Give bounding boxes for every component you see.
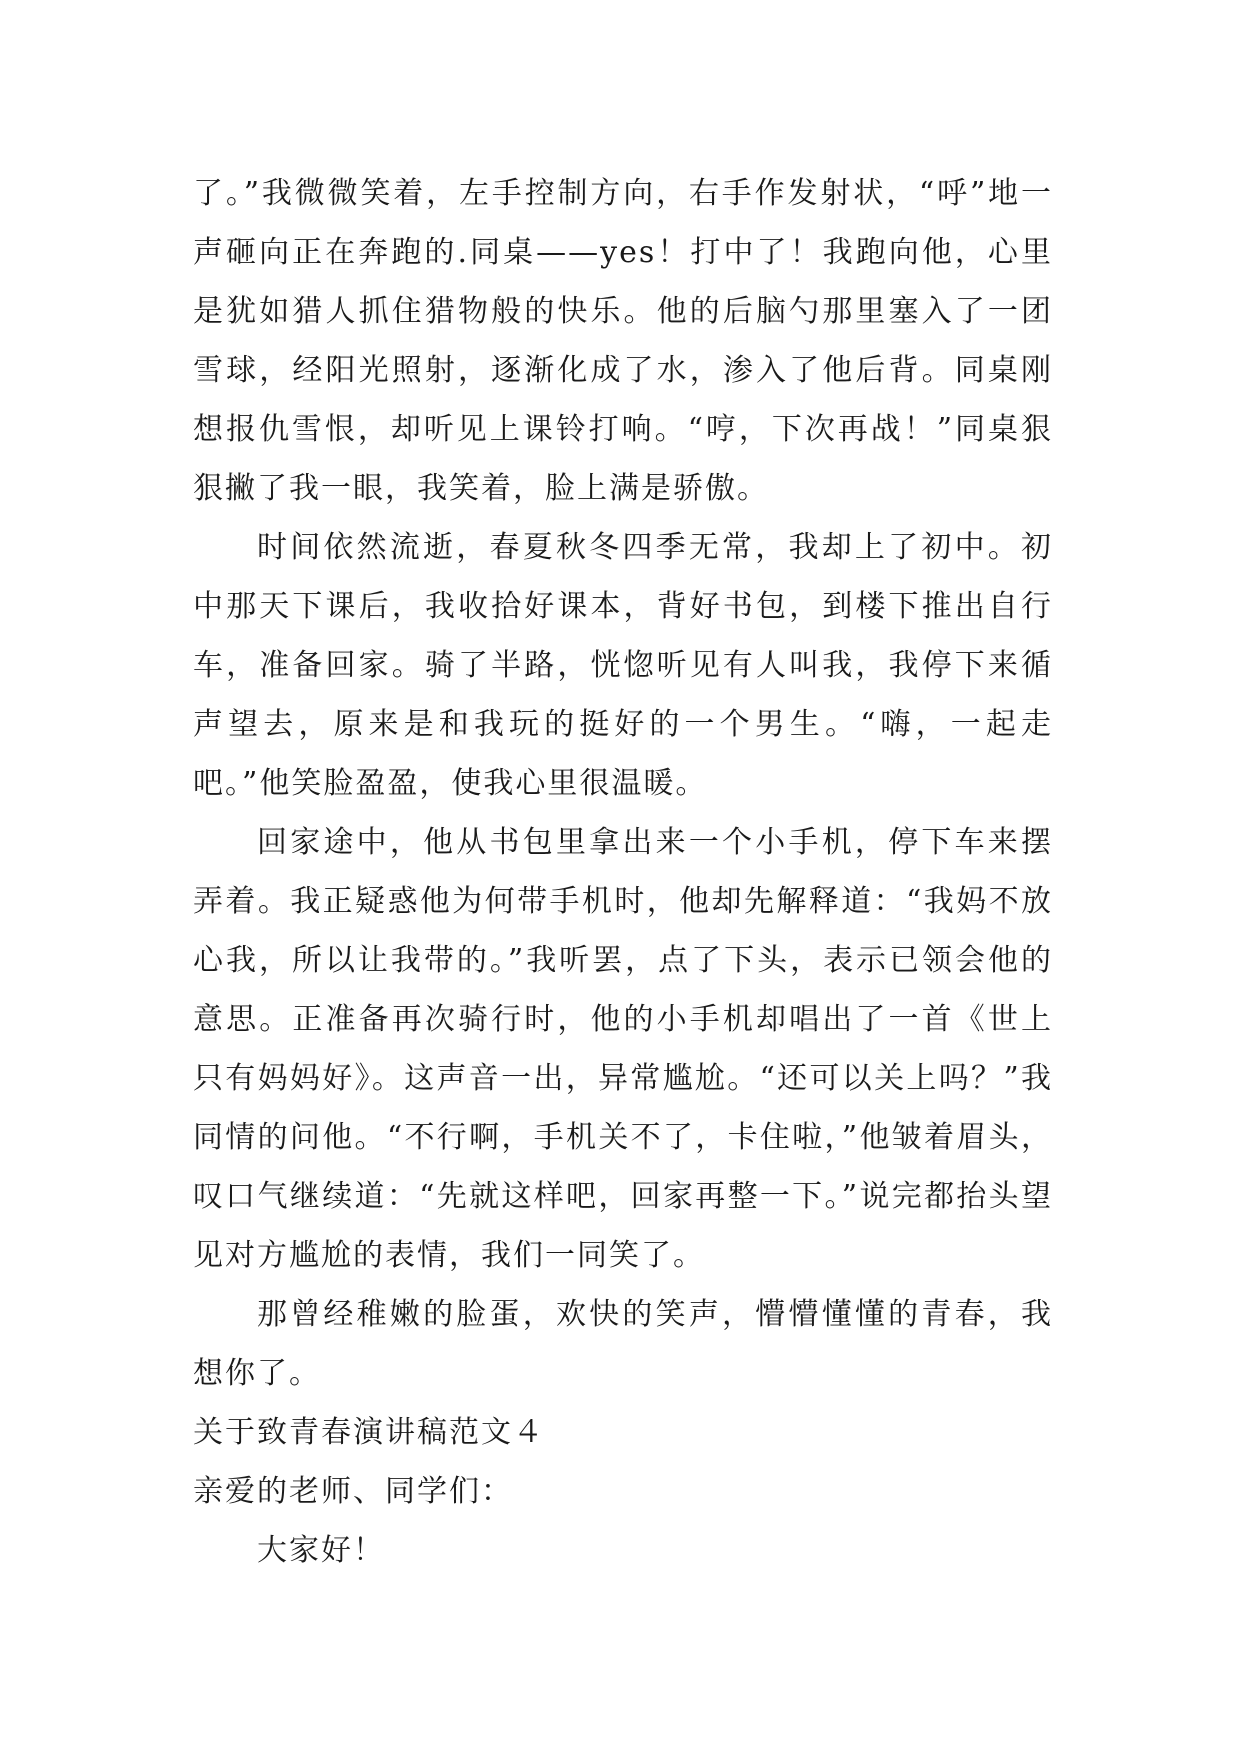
document-body	[193, 164, 1053, 1580]
paragraph-phone: 回家途中，他从书包里拿出来一个小手机，停下车来摆弄着。我正疑惑他为何带手机时，他却先解释道：“我妈不放心我，所以让我带的。”我听罢，点了下头，表示已领会他的意思。正准备再次骑行时，他的小手机却唱出了一首《世上只有妈妈好》。这声音一出，异常尴尬。“还可以关上吗？”我同情的问他。“不行啊，手机关不了，卡住啦，”他皱着眉头，叹口气继续道：“先就这样吧，回家再整一下。”说完都抬头望见对方尴尬的表情，我们一同笑了。	[193, 825, 1053, 1273]
greeting: 大家好！	[257, 1533, 385, 1568]
paragraph-junior-high: 时间依然流逝，春夏秋冬四季无常，我却上了初中。初中那天下课后，我收拾好课本，背好书包，到楼下推出自行车，准备回家。骑了半路，恍惚听见有人叫我，我停下来循声望去，原来是和我玩的挺好的一个男生。“嗨，一起走吧。”他笑脸盈盈，使我心里很温暖。	[193, 530, 1053, 801]
salutation: 亲爱的老师、同学们：	[193, 1474, 513, 1509]
paragraph-closing: 那曾经稚嫩的脸蛋，欢快的笑声，懵懵懂懂的青春，我想你了。	[193, 1297, 1053, 1391]
paragraph-snowball: 了。”我微微笑着，左手控制方向，右手作发射状，“呼”地一声砸向正在奔跑的.同桌——yes！打中了！我跑向他，心里是犹如猎人抓住猎物般的快乐。他的后脑勺那里塞入了一团雪球，经阳光照射，逐渐化成了水，渗入了他后背。同桌刚想报仇雪恨，却听见上课铃打响。“哼，下次再战！”同桌狠狠撇了我一眼，我笑着，脸上满是骄傲。	[193, 176, 1053, 506]
section-heading: 关于致青春演讲稿范文４	[193, 1415, 545, 1450]
